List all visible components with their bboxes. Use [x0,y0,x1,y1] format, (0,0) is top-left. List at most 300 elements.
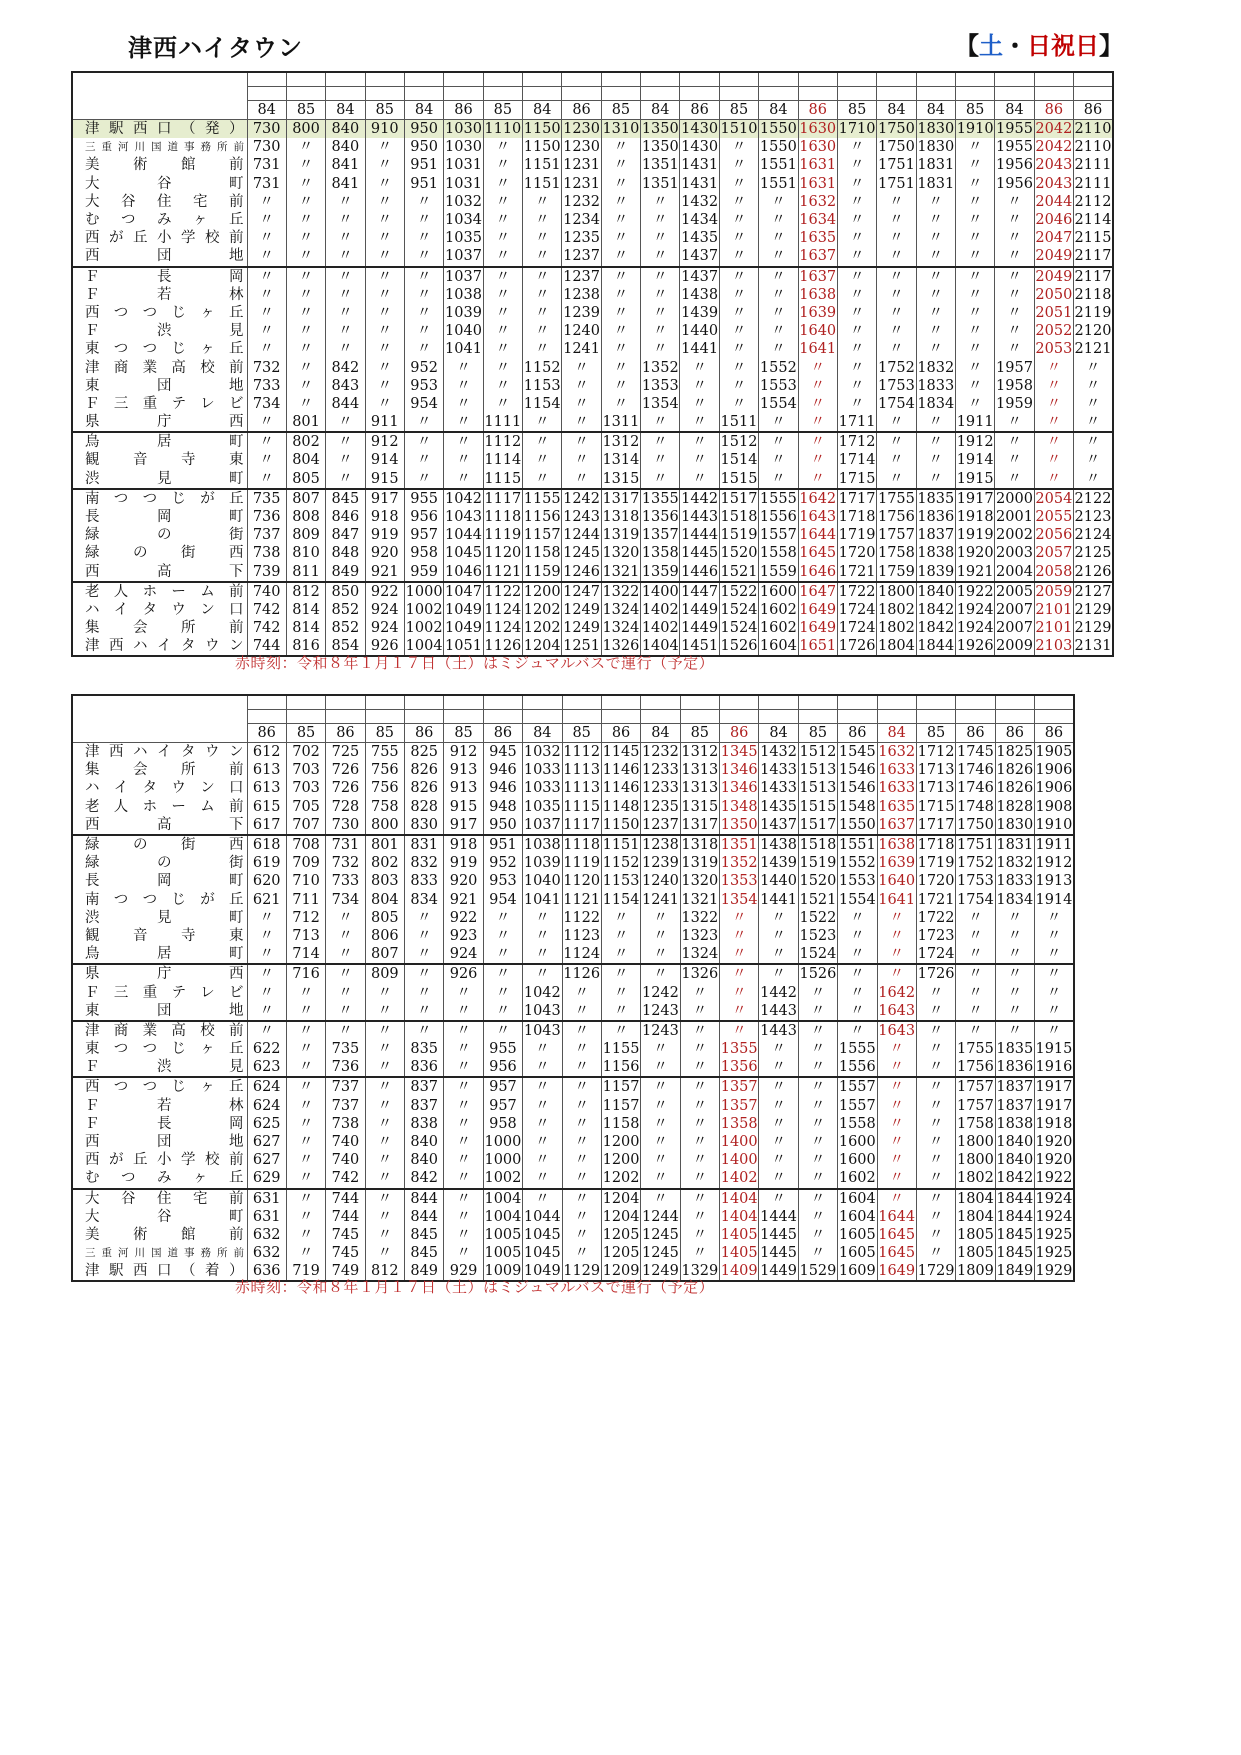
departure-time: 1633 [878,780,916,797]
departure-time: 〃 [365,1077,404,1096]
departure-time: 〃 [404,247,443,266]
departure-time: 〃 [523,1040,562,1058]
header-cell [326,72,365,87]
departure-time: 1440 [760,873,798,890]
departure-time: 〃 [680,1169,719,1188]
departure-time: 1157 [601,1077,640,1096]
departure-time: 〃 [798,1077,837,1096]
outbound-note: 赤時刻：令和８年１月１７日（土）はミジュマルバスで運行（予定） [235,654,715,672]
departure-time: 1435 [760,798,798,815]
departure-time: 812 [286,582,325,601]
departure-time: 1238 [563,286,600,303]
departure-time: 1715 [837,470,876,489]
departure-time: 〃 [601,247,640,266]
departure-time: 〃 [1074,432,1113,451]
departure-time: 〃 [837,358,876,376]
departure-time: 1205 [602,1226,640,1243]
departure-time: 1351 [720,835,759,854]
departure-time: 1150 [523,139,561,156]
departure-time: 〃 [326,927,365,945]
stop-row [72,526,1113,544]
departure-time: 1043 [523,1021,562,1040]
departure-time: 〃 [444,358,483,376]
departure-time: 〃 [877,247,916,266]
departure-time: 1517 [798,816,837,835]
departure-time: 1233 [641,780,679,797]
departure-time: 〃 [798,1097,837,1115]
departure-time: 1329 [680,1262,719,1281]
departure-time: 2110 [1074,121,1112,138]
departure-time: 〃 [247,304,286,322]
departure-time: 1600 [838,1134,876,1151]
departure-time: 〃 [601,964,640,983]
departure-time: 1249 [641,1262,680,1281]
departure-time: 〃 [916,1077,955,1096]
departure-time: 〃 [877,1189,916,1208]
departure-time: 〃 [916,1244,955,1262]
departure-time: 1922 [955,582,994,601]
header-cell [1074,87,1113,101]
departure-time: 2007 [996,620,1033,637]
departure-time: 1555 [759,489,798,508]
departure-time: 〃 [365,1244,404,1262]
departure-time: 835 [405,1040,444,1058]
departure-time: 826 [405,779,444,797]
header-cell [601,87,640,101]
departure-time: 〃 [877,1115,916,1133]
departure-time: 〃 [798,1208,837,1226]
header-cell [562,87,601,101]
departure-time: 〃 [641,1077,680,1096]
departure-time: 1917 [955,489,994,508]
departure-time: 805 [365,909,404,927]
departure-time: 〃 [956,927,995,945]
departure-time: 1826 [996,762,1034,779]
header-cell [444,710,483,724]
departure-time: 1845 [996,1245,1034,1262]
departure-time: 〃 [404,304,443,322]
departure-time: 1825 [996,744,1034,761]
departure-time: 1805 [956,1226,994,1243]
departure-time: 1714 [838,452,876,469]
departure-time: 802 [286,432,325,451]
departure-time: 〃 [759,432,798,451]
departure-time: 1310 [602,121,640,138]
departure-time: 1802 [877,620,915,637]
departure-time: 1756 [956,1058,995,1077]
header-cell [523,695,562,710]
departure-time: 1405 [720,1245,758,1262]
departure-time: 918 [444,835,483,854]
departure-time: 〃 [601,945,640,964]
departure-time: 1249 [563,601,600,618]
departure-time: 1800 [877,582,916,601]
departure-time: 〃 [956,945,995,964]
departure-time: 1112 [563,744,601,761]
departure-time: 1520 [799,873,837,890]
departure-time: 1721 [837,563,876,582]
stop-name: 大谷住宅前 [85,193,244,210]
header-cell [877,695,916,710]
departure-time: 636 [247,1262,286,1281]
departure-time: 1205 [602,1245,640,1262]
departure-time: 1433 [760,762,798,779]
route-number: 84 [759,101,798,120]
departure-time: 1958 [996,377,1033,394]
route-number: 85 [365,101,404,120]
departure-time: 〃 [286,1115,325,1133]
stop-row [72,267,1113,286]
departure-time: 1353 [720,873,758,890]
departure-time: 〃 [916,247,955,266]
header-cell [759,710,798,724]
departure-time: 〃 [444,1169,483,1188]
departure-time: 〃 [641,1133,680,1151]
stop-row [72,322,1113,340]
departure-time: 1551 [759,175,797,192]
route-number-row [72,724,1074,743]
departure-time: 〃 [326,229,365,247]
departure-time: 1515 [719,470,758,489]
departure-time: 〃 [995,470,1034,489]
departure-time: 1247 [562,582,601,601]
departure-time: 1551 [759,157,797,174]
stop-row [72,1097,1074,1115]
stop-name: ハイタウン口 [85,601,244,618]
departure-time: 〃 [326,286,365,304]
departure-time: 755 [365,743,404,762]
departure-time: 〃 [1074,358,1113,376]
departure-time: 〃 [680,413,719,432]
departure-time: 742 [247,619,286,637]
departure-time: 1245 [641,1245,679,1262]
departure-time: 〃 [601,358,640,376]
departure-time: 1529 [798,1262,837,1281]
departure-time: 〃 [1034,451,1073,469]
header-cell [483,72,522,87]
departure-time: 1400 [641,582,680,601]
departure-time: 1906 [1035,762,1073,779]
departure-time: 742 [326,1169,365,1188]
departure-time: 1553 [838,873,876,890]
departure-time: 2009 [995,637,1034,656]
departure-time: 1917 [1035,1077,1074,1096]
departure-time: 1438 [759,835,798,854]
departure-time: 1117 [562,816,601,835]
header-cell [759,72,798,87]
departure-time: 1233 [641,762,679,779]
departure-time: 958 [404,544,443,562]
departure-time: 957 [483,1077,522,1096]
departure-time: 〃 [247,340,286,358]
stop-row [72,377,1113,395]
departure-time: 1906 [1035,780,1073,797]
departure-time: 1635 [799,230,837,247]
header-cell [601,695,640,710]
departure-time: 1318 [680,835,719,854]
departure-time: 1235 [563,230,600,247]
departure-time: 〃 [680,1189,719,1208]
departure-time: 〃 [877,267,916,286]
departure-time: 1804 [877,637,916,656]
departure-time: 〃 [798,1244,837,1262]
departure-time: 1632 [799,193,837,210]
departure-time: 1518 [798,835,837,854]
departure-time: 1000 [404,582,443,601]
departure-time: 801 [365,835,404,854]
departure-time: 〃 [483,983,522,1001]
departure-time: 1324 [602,601,640,618]
departure-time: 1804 [956,1189,995,1208]
departure-time: 2058 [1034,563,1073,582]
header-cell [838,695,877,710]
stop-name: 東つつじヶ丘 [85,341,244,358]
header-cell [837,87,876,101]
departure-time: 1757 [956,1077,995,1096]
header-cell [405,710,444,724]
departure-time: 1750 [877,121,915,138]
departure-time: 〃 [523,470,562,489]
departure-time: 1839 [916,563,955,582]
departure-time: 1358 [641,545,679,562]
departure-time: 1722 [837,582,876,601]
departure-time: 〃 [326,304,365,322]
departure-time: 924 [365,601,404,619]
departure-time: 1400 [720,1152,758,1169]
departure-time: 〃 [601,322,640,340]
departure-time: 〃 [365,229,404,247]
stop-name: Ｆ若林 [85,1097,244,1114]
departure-time: 〃 [286,1244,325,1262]
departure-time: 1435 [681,230,719,247]
route-number: 85 [286,724,325,743]
departure-time: 1711 [837,413,876,432]
departure-time: 613 [247,761,286,779]
departure-time: 1600 [838,1152,876,1169]
departure-time: 849 [326,563,365,582]
departure-time: 〃 [523,909,562,927]
departure-time: 〃 [641,1169,680,1188]
header-cell [916,695,955,710]
departure-time: 〃 [1074,451,1113,469]
departure-time: 〃 [877,470,916,489]
departure-time: 〃 [523,1077,562,1096]
departure-time: 1912 [1035,855,1073,872]
departure-time: 〃 [719,286,758,304]
route-number: 86 [956,724,995,743]
departure-time: 1925 [1035,1226,1073,1243]
departure-time: 1035 [523,798,561,815]
departure-time: 〃 [365,1115,404,1133]
stop-name: むつみヶ丘 [85,212,244,229]
departure-time: 〃 [837,377,876,395]
departure-time: 1356 [720,1058,759,1077]
departure-time: 〃 [759,964,798,983]
stop-name: 津西ハイタウン [85,744,244,761]
departure-time: 1405 [720,1226,758,1243]
departure-time: 921 [444,891,483,909]
departure-time: 〃 [720,1021,759,1040]
departure-time: 〃 [955,358,994,376]
departure-time: 〃 [326,470,365,489]
departure-time: 1204 [523,637,562,656]
departure-time: 〃 [562,377,601,395]
departure-time: 〃 [365,1151,404,1169]
departure-time: 〃 [404,340,443,358]
departure-time: 848 [326,544,365,562]
header-cell [955,87,994,101]
departure-time: 〃 [837,211,876,229]
departure-time: 1322 [681,909,719,926]
departure-time: 711 [286,891,325,909]
departure-time: 〃 [916,1169,955,1188]
departure-time: 1521 [799,891,837,908]
departure-time: 1404 [641,637,680,656]
departure-time: 〃 [798,983,837,1001]
departure-time: 618 [247,835,286,854]
departure-time: 807 [286,489,325,508]
departure-time: 735 [247,489,286,508]
departure-time: 736 [247,508,286,526]
stop-row [72,247,1113,266]
departure-time: 1114 [484,452,522,469]
departure-time: 〃 [601,229,640,247]
departure-time: 1643 [799,509,837,526]
departure-time: 1522 [719,582,758,601]
departure-time: 1729 [916,1262,955,1281]
departure-time: 737 [326,1077,365,1096]
departure-time: 1358 [720,1115,758,1132]
departure-time: 〃 [286,358,325,376]
route-number: 84 [326,101,365,120]
departure-time: 1604 [838,1208,876,1225]
header-cell [916,87,955,101]
departure-time: 〃 [916,432,955,451]
departure-time: 1831 [917,157,955,174]
departure-time: 〃 [641,927,680,945]
departure-time: 1746 [956,762,994,779]
departure-time: 〃 [247,964,286,983]
header-cell [404,72,443,87]
departure-time: 1359 [641,563,680,582]
departure-time: 〃 [759,1189,798,1208]
departure-time: 1402 [641,601,679,618]
header-cell [956,710,995,724]
departure-time: 1449 [681,601,719,618]
departure-time: 〃 [837,395,876,413]
departure-time: 〃 [562,1244,601,1262]
route-number: 85 [483,101,522,120]
departure-time: 〃 [877,193,916,211]
departure-time: 〃 [326,211,365,229]
departure-time: 〃 [286,1151,325,1169]
departure-time: 737 [326,1097,365,1115]
departure-time: 805 [286,470,325,489]
departure-time: 2004 [995,563,1034,582]
departure-time: 1314 [602,452,640,469]
route-number: 86 [444,101,483,120]
departure-time: 1356 [641,509,679,526]
stop-name: 緑の街 [85,527,244,544]
departure-time: 1554 [838,891,876,908]
departure-time: 〃 [286,286,325,304]
departure-time: 617 [247,816,286,835]
departure-time: 1352 [720,855,758,872]
departure-time: 1235 [641,798,679,815]
departure-time: 〃 [365,175,404,193]
departure-time: 952 [404,358,443,376]
departure-time: 2129 [1074,601,1112,618]
route-number: 85 [955,101,994,120]
departure-time: 913 [444,761,483,779]
departure-time: 〃 [916,286,955,304]
departure-time: 〃 [955,304,994,322]
departure-time: 〃 [1035,945,1074,964]
departure-time: 1119 [484,527,522,544]
departure-time: 1752 [956,855,994,872]
departure-time: 1757 [877,527,915,544]
stop-name: 集会所前 [85,762,244,779]
departure-time: 〃 [365,340,404,358]
departure-time: 1350 [720,816,759,835]
departure-time: 〃 [286,193,325,211]
header-cell [601,710,640,724]
departure-time: 837 [405,1097,444,1115]
departure-time: 620 [247,872,286,890]
departure-time: 1519 [720,527,758,544]
stop-name: 西団地 [85,1134,244,1151]
departure-time: 1512 [719,432,758,451]
departure-time: 〃 [286,138,325,156]
departure-time: 1557 [838,1077,877,1096]
stop-name: Ｆ若林 [85,286,244,303]
stop-name: 渋見町 [85,909,244,926]
departure-time: 1437 [759,816,798,835]
departure-time: 〃 [956,983,995,1001]
departure-time: 1754 [877,395,915,412]
departure-time: 〃 [326,983,365,1001]
departure-time: 1910 [956,121,994,138]
departure-time: 1245 [563,545,600,562]
stop-name: Ｆ渋見 [85,323,244,340]
departure-time: 〃 [405,909,444,927]
departure-time: 1037 [444,267,483,286]
departure-time: 958 [483,1115,522,1133]
departure-time: 1914 [956,452,994,469]
header-cell [995,710,1034,724]
route-number: 85 [719,101,758,120]
departure-time: 1921 [955,563,994,582]
departure-time: 920 [444,872,483,890]
stop-name: 西高下 [85,816,244,833]
departure-time: 1357 [641,527,679,544]
route-number: 86 [326,724,365,743]
departure-time: 1751 [877,175,915,192]
departure-time: 1440 [681,323,719,340]
departure-time: 1151 [601,835,640,854]
stop-row [72,508,1113,526]
departure-time: 852 [326,619,365,637]
departure-time: 〃 [877,945,916,964]
header-cell [523,87,562,101]
header-cell [680,87,719,101]
departure-time: 749 [326,1262,365,1281]
departure-time: 1045 [523,1226,561,1243]
departure-time: 1045 [445,545,482,562]
header-row [72,87,1113,101]
departure-time: 〃 [1035,909,1074,927]
departure-time: 922 [365,582,404,601]
